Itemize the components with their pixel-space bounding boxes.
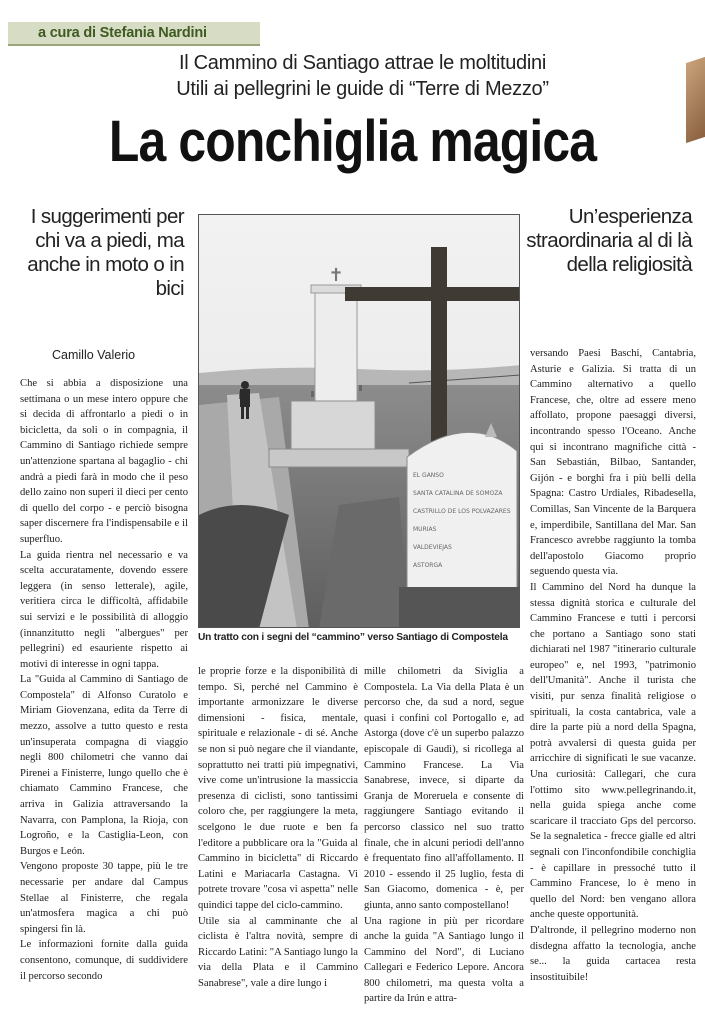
article-column-4 — [530, 346, 696, 1018]
paragraph: le proprie forze e la disponibilità di tempo. Sì, perché nel Cammino è importante armonizzare le diverse dimensioni - fisica, mentale, spirituale e relazionale - di sé. Anche se non si può negare che il viandante, soprattutto nei tratti più impegnativi, vive come un'intrusione la massiccia presenza di ciclisti, sono tantissimi coloro che, per raggiungere la meta, scelgono le due ruote e ben fa l'editore a pubblicare ora la "Guida al Cammino in bicicletta" di Riccardo Latini e Mariacarla Castagna. Vi potrete trovare "cosa vi aspetta" nelle quindici tappe del ciclo-cammino. — [198, 666, 358, 911]
stone-line: CASTRILLO DE LOS POLVAZARES — [413, 508, 511, 515]
deck-right: Un’esperienza straordinaria al di là della religiosità — [526, 205, 692, 276]
paragraph: Vengono proposte 30 tappe, più le tre necessarie per andare dal Campus Stellae al Finisterre, che regala un'atmosfera magica a chi può spingersi fin là. — [20, 861, 188, 935]
paragraph: Utile sia al camminante che al ciclista è l'altra novità, sempre di Riccardo Latini: "A Santiago lungo la via della Plata e il Cammino Sanabrese", vale a dire lungo i — [198, 915, 358, 989]
stone-line: ASTORGA — [413, 562, 443, 569]
article-column-1 — [20, 376, 188, 1018]
byline: a cura di Stefania Nardini — [38, 25, 207, 41]
stone-line: VALDEVIEJAS — [413, 544, 452, 551]
byline-bar — [8, 22, 260, 46]
headline: La conchiglia magica — [108, 109, 597, 174]
paragraph: La "Guida al Cammino di Santiago de Compostela" di Alfonso Curatolo e Miriam Giovenzana, edita da Terre di mezzo, assolve a tutto questo e resta un'insuperata compagna di viaggio negli 800 chilometri che vanno dai Pirenei a Finisterre, lungo quello che è chiamato Cammino Francese, che arriva in Galizia attraversando la Navarra, con Pamplona, la Rioja, con Logroño, e la Castiglia-Leon, con Burgos e León. — [20, 674, 188, 857]
paragraph: Il Cammino del Nord ha dunque la stessa dignità storica e culturale del Cammino Francese e tutti i percorsi che portano a Santiago sono stati dichiarati nel 1987 "itinerario culturale europeo" e, nel 1993, "patrimonio dell'Umanità". Anche il turista che visiti, pur senza finalità religiose o spirituali, la costa cantabrica, vale a dire la parte più a nord della Spagna, potrà avvalersi di questa guida per arricchire di significati le sue vacanze. Una curiosità: Callegari, che cura l'ottimo sito www.pellegrinando.it, nella guida spiega anche come scaricare il tracciato Gps del percorso. Se la segnaletica - frecce gialle ed altri segnali con l'inconfondibile conchiglia - è capillare in pressoché tutto il Cammino Francese, lo è meno in quello del Nord: ben vengano allora anche queste opportunità. — [530, 581, 696, 921]
photo-caption: Un tratto con i segni del “cammino” verso Santiago di Compostela — [198, 632, 508, 643]
camino-photo-image — [199, 215, 520, 628]
deck-left: I suggerimenti per chi va a piedi, ma anche in moto o in bici — [27, 205, 184, 300]
milestone-stone — [407, 423, 517, 595]
paragraph: D'altronde, il pellegrino moderno non disdegna affatto la tecnologia, anche se... la guida cartacea resta insostituibile! — [530, 924, 696, 983]
kicker-line-2: Utili ai pellegrini le guide di “Terre di Mezzo” — [176, 78, 549, 100]
paragraph: mille chilometri da Siviglia a Compostela. La Via della Plata è un percorso che, da sud a nord, segue quasi i confini col Portogallo e, ad Astorga (dove c'è un superbo palazzo episcopale di Gaudì), si ricollega al Cammino Francese. La Via Sanabrese, invece, si diparte da Granja de Moreruela e consente di raggiungere Santiago evitando il percorso classico nel suo tratto finale, che in alcuni periodi dell'anno è frequentato fino all'affollamento. Il 2010 - essendo il 25 luglio, festa di San Giacomo, domenica - è, per giunta, anno santo compostellano! — [364, 666, 524, 911]
svg-text:✝: ✝ — [328, 265, 344, 286]
stone-line: EL GANSO — [413, 472, 444, 479]
author: Camillo Valerio — [52, 348, 136, 362]
article-column-3 — [364, 664, 524, 1018]
paragraph: La guida rientra nel necessario e va scelta accuratamente, dovendo essere leggera (in senso letterale), agile, veritiera circa le difficoltà, affidabile sui servizi e le possibilità di alloggio (innanzitutto negli "albergues" per pellegrini) ed esauriente rispetto ai motivi di interesse in ogni tappa. — [20, 549, 188, 670]
camino-photo — [198, 214, 520, 628]
paragraph: Le informazioni fornite dalla guida consentono, comunque, di suddividere il percorso secondo — [20, 939, 188, 982]
paragraph: Che si abbia a disposizione una settimana o un mese intero oppure che si decida di affrontarlo a piedi o in bicicletta, da soli o in compagnia, il Cammino di Santiago richiede sempre un'attenzione spartana al bagaglio - chi andrà a piedi farà in modo che il peso dello zaino non superi il dieci per cento di quello del corpo - e perciò bisogna saper discernere fra l'indispensabile e il superfluo. — [20, 378, 188, 545]
article-column-2 — [198, 664, 358, 1018]
paragraph: Una ragione in più per ricordare anche la guida "A Santiago lungo il Cammino del Nord", di Luciano Callegari e Federico Lepore. Ancora 800 chilometri, ma questa volta a partire da Irún e attra- — [364, 915, 524, 1005]
kicker-line-1: Il Cammino di Santiago attrae le moltitudini — [179, 52, 546, 74]
paragraph: versando Paesi Baschi, Cantabria, Asturie e Galizia. Si tratta di un Cammino alternativo a quello Francese, che, oltre ad essere meno affollato, propone paesaggi diversi, incontrando spesso l'Oceano. Anche qui si incontrano magnifiche città - San Sebastián, Bilbao, Santander, Gijón - e borghi fra i più belli della Spagna: Castro Urdiales, Ribadesella, Comillas, San Vincente de la Barquera e, imperdibile, Santillana del Mar. San Francesco avrebbe raggiunto la tomba dell'apostolo Giacomo proprio seguendo questa via. — [530, 348, 696, 578]
stone-line: SANTA CATALINA DE SOMOZA — [413, 490, 503, 497]
stone-line: MURIAS — [413, 526, 437, 533]
